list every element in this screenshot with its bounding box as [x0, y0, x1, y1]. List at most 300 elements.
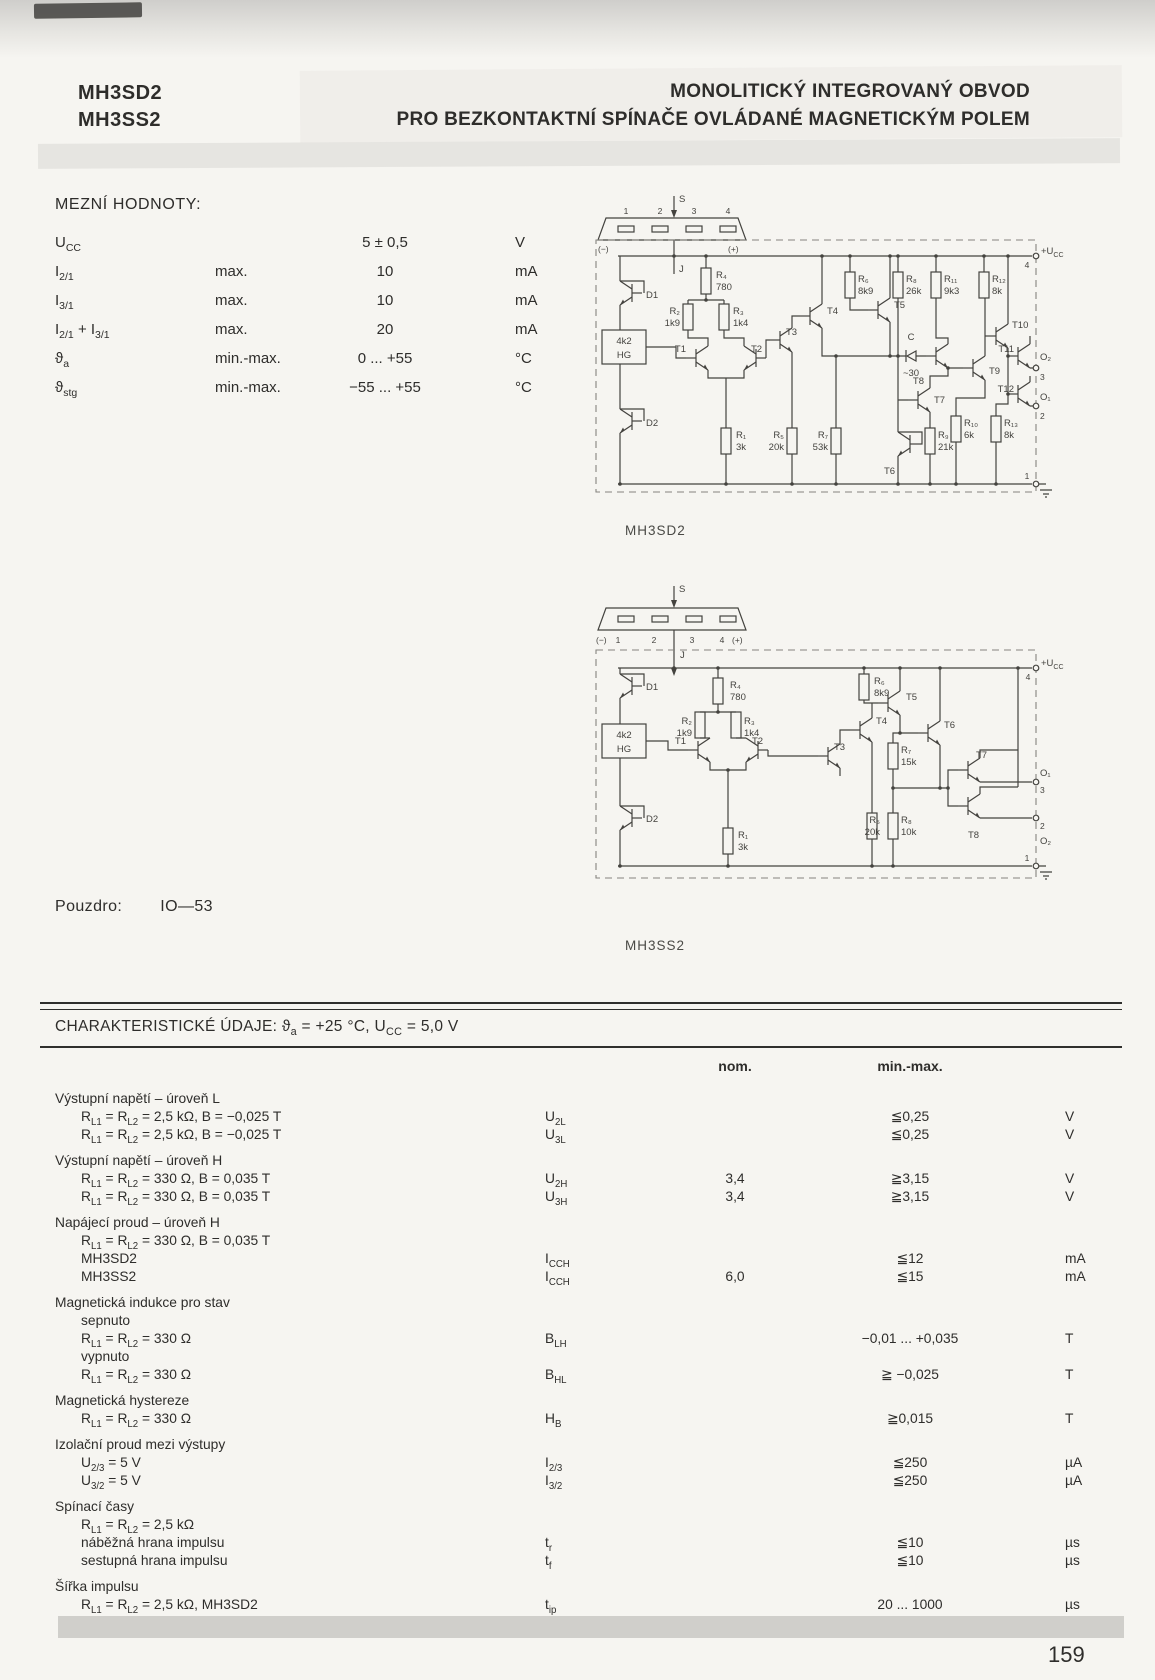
transistor-t9 [963, 356, 985, 380]
t4-label: T4 [876, 716, 888, 727]
minmax-cell: ≦0,25 [890, 1109, 930, 1124]
table-row [55, 1348, 1115, 1366]
j-label: J [680, 650, 685, 661]
condition-cell: $U_{3/2} = 5$ V [81, 1473, 141, 1492]
package-value: IO—53 [160, 898, 213, 915]
pin2-label: 2 [1040, 411, 1045, 421]
page-number: 159 [1048, 1642, 1085, 1667]
minmax-cell: ≦10 [896, 1553, 924, 1568]
pin1-label: 1 [1024, 853, 1030, 863]
symbol-cell: $I_{3/2}$ [545, 1473, 563, 1492]
scan-band-bottom [58, 1616, 1124, 1638]
table-row [55, 1436, 1115, 1454]
symbol-cell: $B_{HL}$ [545, 1367, 567, 1386]
resistor-r13 [991, 416, 1001, 442]
table-column-headers [55, 1058, 1115, 1082]
unit-cell: V [1065, 1109, 1075, 1124]
column-minmax: min.-max. [877, 1058, 943, 1074]
transistor-d2 [620, 806, 642, 830]
transistor-d1 [620, 281, 642, 305]
output-o2-label: O₂ [1040, 836, 1052, 847]
package-line [55, 898, 213, 916]
minmax-cell: ≧ −0,025 [881, 1367, 939, 1382]
condition-cell: $U_{2/3} = 5$ V [81, 1455, 141, 1474]
r4-label: R₄ [730, 680, 741, 691]
hg-label-2: HG [616, 350, 632, 361]
unit-cell: mA [1065, 1269, 1086, 1284]
t8-label: T8 [968, 830, 980, 841]
unit-cell: µA [1065, 1455, 1083, 1470]
r10-label: R₁₀ [964, 418, 979, 429]
condition-cell: náběžná hrana impulsu [81, 1535, 225, 1550]
t4-label: T4 [827, 306, 839, 317]
unit-cell: µs [1065, 1597, 1080, 1612]
r3-value: 1k4 [733, 318, 749, 329]
table-row [55, 1472, 1115, 1490]
r6-label: R₆ [858, 274, 869, 285]
limit-symbol: $U_{CC}$ [55, 234, 82, 254]
table-row [55, 1578, 1115, 1596]
t8-label: T8 [912, 376, 924, 387]
condition-cell: $R_{L1} = R_{L2} = 330$ Ω [81, 1411, 192, 1430]
transistor-t8 [926, 344, 948, 368]
r8-value: 26k [906, 286, 922, 297]
r13-label: R₁₃ [1004, 418, 1018, 429]
condition-cell: vypnuto [81, 1349, 130, 1364]
minmax-cell: ≦15 [896, 1269, 924, 1284]
pin-number: 4 [725, 206, 731, 216]
table-row [55, 1498, 1115, 1516]
transistor-t4 [800, 304, 822, 328]
r7-label: R₇ [901, 745, 912, 756]
condition-cell: sepnuto [81, 1313, 131, 1328]
condition-cell: MH3SS2 [81, 1269, 137, 1284]
r5-label: R₅ [869, 815, 880, 826]
scan-band-top [0, 0, 1155, 58]
minmax-cell: ≦10 [896, 1535, 924, 1550]
condition-cell: Výstupní napětí – úroveň H [55, 1153, 223, 1168]
table-row [55, 1454, 1115, 1472]
limit-value: 10 [376, 292, 394, 309]
terminal-labels [1025, 658, 1064, 863]
condition-cell: $R_{L1} = R_{L2} = 2,5$ kΩ, B = −0,025 T [81, 1109, 282, 1128]
r2-label: R₂ [681, 716, 692, 727]
title-line-1: MONOLITICKÝ INTEGROVANÝ OBVOD [670, 81, 1030, 102]
r4-label: R₄ [716, 270, 727, 281]
resistor-r7 [888, 743, 898, 769]
schematic-mh3sd2 [588, 188, 1068, 533]
limit-symbol: $ϑ_a$ [55, 350, 70, 370]
condition-cell: $R_{L1} = R_{L2} = 2,5$ kΩ, MH3SD2 [81, 1597, 258, 1616]
pin-number: 1 [623, 206, 629, 216]
part-numbers [78, 80, 162, 134]
r12-value: 8k [992, 286, 1003, 297]
transistor-d2 [620, 409, 642, 433]
limit-unit: mA [515, 292, 538, 309]
table-row [55, 1090, 1115, 1108]
r9-label: R₉ [938, 430, 949, 441]
resistor-r3 [731, 712, 741, 738]
table-row [55, 1552, 1115, 1570]
limit-unit: mA [515, 321, 538, 338]
symbol-cell: $B_{LH}$ [545, 1331, 567, 1350]
t11-label: T11 [998, 344, 1014, 355]
limit-qualifier: max. [215, 321, 248, 338]
r5-label: R₅ [773, 430, 784, 441]
capacitor-value: ~30 [902, 368, 920, 379]
schematic-mh3ss2 [588, 578, 1068, 908]
table-row [55, 1170, 1115, 1188]
r11-value: 9k3 [944, 286, 960, 297]
limit-symbol: $I_{2/1}$ [55, 263, 74, 283]
wires [618, 668, 1052, 879]
transistor-t8 [958, 794, 980, 818]
pin-number: 3 [689, 635, 695, 645]
condition-cell: $R_{L1} = R_{L2} = 330$ Ω [81, 1331, 192, 1350]
t10-label: T10 [1012, 320, 1029, 331]
symbol-cell: $I_{CCH}$ [545, 1251, 570, 1270]
resistor-r3 [719, 304, 729, 330]
transistor-t4 [850, 718, 872, 742]
part-number-1: MH3SD2 [78, 82, 163, 104]
r1-label: R₁ [738, 830, 749, 841]
symbol-cell: $U_{3L}$ [545, 1127, 566, 1146]
symbol-cell: $H_B$ [545, 1411, 562, 1430]
t7-label: T7 [934, 395, 946, 406]
ic-package [598, 586, 746, 676]
table-row [55, 1366, 1115, 1384]
package-labels [598, 194, 739, 275]
circuit-border [596, 240, 1036, 492]
d1-label: D1 [646, 290, 659, 301]
unit-cell: T [1065, 1411, 1074, 1426]
pin3-label: 3 [1040, 785, 1045, 795]
nom-cell: 6,0 [725, 1269, 745, 1284]
resistor-r12 [979, 272, 989, 298]
characteristics-rows [55, 1090, 1115, 1614]
pin3-label: 3 [1040, 372, 1045, 382]
d2-label: D2 [646, 418, 659, 429]
transistor-t6 [898, 432, 920, 456]
condition-cell: $R_{L1} = R_{L2} = 2,5$ kΩ, B = −0,025 T [81, 1127, 282, 1146]
resistor-r9 [925, 428, 935, 454]
condition-cell: MH3SD2 [81, 1251, 137, 1266]
r1-label: R₁ [736, 430, 747, 441]
unit-cell: V [1065, 1127, 1075, 1142]
r6-label: R₆ [874, 676, 885, 687]
symbol-cell: $U_{2L}$ [545, 1109, 566, 1128]
pin-number: 1 [615, 635, 621, 645]
minmax-cell: 20 ... 1000 [877, 1597, 943, 1612]
resistor-r7 [831, 428, 841, 454]
limit-value: 10 [376, 263, 394, 280]
pin-number: 2 [651, 635, 657, 645]
t9-label: T9 [989, 366, 1001, 377]
table-row [55, 1294, 1115, 1312]
r7-label: R₇ [817, 430, 828, 441]
condition-cell: Šířka impulsu [55, 1579, 139, 1594]
limit-symbol: $I_{3/1}$ [55, 292, 74, 312]
resistor-r1 [723, 828, 733, 854]
t2-label: T2 [751, 344, 763, 355]
r7-value: 53k [812, 442, 828, 453]
r4-value: 780 [716, 282, 732, 293]
magnet-s-label: S [679, 194, 686, 205]
r3-label: R₃ [744, 716, 755, 727]
limit-value: −55 ... +55 [349, 379, 421, 396]
resistor-r6 [845, 272, 855, 298]
scan-band-header [38, 138, 1120, 169]
r5-value: 20k [768, 442, 784, 453]
component-labels [616, 676, 987, 853]
t12-label: T12 [997, 384, 1014, 395]
resistor-r10 [951, 416, 961, 442]
condition-cell: Spínací časy [55, 1499, 134, 1514]
condition-cell: sestupná hrana impulsu [81, 1553, 228, 1568]
junction-dots [618, 666, 1020, 868]
r1-value: 3k [738, 842, 749, 853]
unit-cell: µs [1065, 1553, 1080, 1568]
r3-value: 1k4 [744, 728, 760, 739]
condition-cell: $R_{L1} = R_{L2} = 330$ Ω, B = 0,035 T [81, 1189, 271, 1208]
table-row [55, 1108, 1115, 1126]
output-o2-label: O₂ [1040, 352, 1052, 363]
limit-row [55, 263, 585, 292]
terminal-labels [1025, 246, 1064, 481]
limit-unit: °C [515, 379, 532, 396]
condition-cell: Magnetická hystereze [55, 1393, 190, 1408]
part-number-2: MH3SS2 [78, 109, 162, 131]
pin4-label: 4 [1025, 672, 1031, 682]
pin-number: 3 [691, 206, 697, 216]
wires [618, 256, 1052, 497]
hg-label-2: HG [616, 744, 632, 755]
r12-label: R₁₂ [992, 274, 1006, 285]
r7-value: 15k [901, 757, 917, 768]
symbol-cell: $U_{2H}$ [545, 1171, 568, 1190]
plus-label: (+) [732, 635, 743, 645]
resistor-r1 [721, 428, 731, 454]
minmax-cell: −0,01 ... +0,035 [861, 1331, 959, 1346]
r13-value: 8k [1004, 430, 1015, 441]
condition-cell: $R_{L1} = R_{L2} = 2,5$ kΩ [81, 1517, 195, 1536]
minmax-cell: ≧3,15 [890, 1189, 930, 1204]
r10-value: 6k [964, 430, 975, 441]
limit-qualifier: max. [215, 292, 248, 309]
condition-cell: $R_{L1} = R_{L2} = 330$ Ω, B = 0,035 T [81, 1171, 271, 1190]
resistor-r8 [893, 272, 903, 298]
table-row [55, 1152, 1115, 1170]
scan-smudge [34, 2, 142, 19]
unit-cell: µs [1065, 1535, 1080, 1550]
nom-cell: 3,4 [725, 1171, 745, 1186]
r5-value: 20k [864, 827, 880, 838]
symbol-cell: $t_f$ [545, 1553, 552, 1572]
limit-qualifier: min.-max. [215, 379, 281, 396]
pin-number: 2 [657, 206, 663, 216]
limit-qualifier: min.-max. [215, 350, 281, 367]
minmax-cell: ≦250 [892, 1455, 928, 1470]
unit-cell: T [1065, 1331, 1074, 1346]
transistor-t1 [688, 738, 710, 762]
d1-label: D1 [646, 682, 659, 693]
limit-value: 0 ... +55 [357, 350, 413, 367]
limit-values-section [55, 196, 585, 408]
resistors [602, 674, 898, 854]
table-row [55, 1232, 1115, 1250]
transistor-t7 [908, 388, 930, 412]
limit-row [55, 234, 585, 263]
pin1-label: 1 [1024, 471, 1030, 481]
unit-cell: V [1065, 1171, 1075, 1186]
condition-cell: Magnetická indukce pro stav [55, 1295, 230, 1310]
r8-label: R₈ [906, 274, 917, 285]
transistor-t5 [868, 298, 890, 322]
table-row [55, 1534, 1115, 1552]
minus-label: (−) [598, 244, 609, 254]
table-row [55, 1126, 1115, 1144]
r2-value: 1k9 [664, 318, 680, 329]
minmax-cell: ≦250 [892, 1473, 928, 1488]
page-title [396, 78, 1030, 134]
title-line-2: PRO BEZKONTAKTNÍ SPÍNAČE OVLÁDANÉ MAGNETICKÝM POLEM [396, 109, 1030, 130]
limit-symbol: $ϑ_{stg}$ [55, 379, 78, 399]
table-row [55, 1596, 1115, 1614]
table-row [55, 1268, 1115, 1286]
resistor-r2 [695, 712, 705, 738]
plus-label: (+) [728, 244, 739, 254]
t7-label: T7 [976, 750, 988, 761]
characteristics-heading: CHARAKTERISTICKÉ ÚDAJE: $ϑ_a = +25$ °C, $U_{CC} = 5,0$ V [55, 1018, 459, 1039]
limit-value: 5 ± 0,5 [362, 234, 408, 251]
magnet-s-label: S [679, 584, 686, 595]
resistor-r5 [787, 428, 797, 454]
limit-qualifier: max. [215, 263, 248, 280]
condition-cell: $R_{L1} = R_{L2} = 330$ Ω [81, 1367, 192, 1386]
symbol-cell: $t_r$ [545, 1535, 553, 1554]
pin2-label: 2 [1040, 821, 1045, 831]
symbol-cell: $U_{3H}$ [545, 1189, 568, 1208]
minmax-cell: ≦0,25 [890, 1127, 930, 1142]
r2-value: 1k9 [676, 728, 692, 739]
condition-cell: Izolační proud mezi výstupy [55, 1437, 226, 1452]
rule-single [40, 1046, 1122, 1048]
r8-label: R₈ [901, 815, 912, 826]
ucc-label: $+U_{CC}$ [1041, 658, 1064, 671]
package-label: Pouzdro: [55, 898, 123, 915]
table-row [55, 1188, 1115, 1206]
r8-value: 10k [901, 827, 917, 838]
resistor-r4 [713, 678, 723, 704]
r6-value: 8k9 [858, 286, 874, 297]
minmax-cell: ≦12 [896, 1251, 924, 1266]
condition-cell: Výstupní napětí – úroveň L [55, 1091, 220, 1106]
t2-label: T2 [752, 736, 764, 747]
t1-label: T1 [674, 344, 686, 355]
t3-label: T3 [834, 742, 846, 753]
limit-symbol: $I_{2/1} + I_{3/1}$ [55, 321, 110, 341]
resistor-r4 [701, 268, 711, 294]
limit-row [55, 321, 585, 350]
minmax-cell: ≧0,015 [886, 1411, 934, 1426]
unit-cell: mA [1065, 1251, 1086, 1266]
table-row [55, 1214, 1115, 1232]
r3-label: R₃ [733, 306, 744, 317]
t5-label: T5 [894, 300, 906, 311]
resistor-r11 [931, 272, 941, 298]
symbol-cell: $I_{2/3}$ [545, 1455, 563, 1474]
limits-table [55, 234, 585, 408]
transistor-t1 [686, 346, 708, 370]
t6-label: T6 [884, 466, 896, 477]
schematic-caption-sd2: MH3SD2 [625, 523, 686, 538]
limit-unit: °C [515, 350, 532, 367]
r1-value: 3k [736, 442, 747, 453]
rule-double [40, 1002, 1122, 1010]
resistors [602, 268, 1001, 454]
symbol-cell: $I_{CCH}$ [545, 1269, 570, 1288]
unit-cell: V [1065, 1189, 1075, 1204]
transistor-t6 [918, 721, 940, 745]
minmax-cell: ≧3,15 [890, 1171, 930, 1186]
table-row [55, 1330, 1115, 1348]
r9-value: 21k [938, 442, 954, 453]
resistor-r2 [683, 304, 693, 330]
limit-row [55, 379, 585, 408]
hg-label-1: 4k2 [616, 730, 632, 741]
table-row [55, 1516, 1115, 1534]
pin-number: 4 [719, 635, 725, 645]
unit-cell: T [1065, 1367, 1074, 1382]
unit-cell: µA [1065, 1473, 1083, 1488]
symbol-cell: $t_{ip}$ [545, 1597, 557, 1616]
minus-label: (−) [596, 635, 607, 645]
table-row [55, 1392, 1115, 1410]
table-row [55, 1312, 1115, 1330]
ucc-label: $+U_{CC}$ [1041, 246, 1064, 259]
limit-value: 20 [376, 321, 394, 338]
r2-label: R₂ [669, 306, 680, 317]
transistor-d1 [620, 674, 642, 698]
condition-cell: $R_{L1} = R_{L2} = 330$ Ω, B = 0,035 T [81, 1233, 271, 1252]
limit-row [55, 292, 585, 321]
capacitor-label: C [907, 332, 915, 343]
r6-value: 8k9 [874, 688, 890, 699]
resistor-r8 [888, 813, 898, 839]
r11-label: R₁₁ [944, 274, 958, 285]
table-row [55, 1410, 1115, 1428]
output-o1-label: O₁ [1040, 392, 1051, 403]
j-label: J [679, 264, 684, 275]
hg-label-1: 4k2 [616, 336, 632, 347]
transistor-t7 [958, 758, 980, 782]
column-nom: nom. [718, 1058, 752, 1074]
t5-label: T5 [906, 692, 918, 703]
transistors [620, 674, 980, 830]
limit-row [55, 350, 585, 379]
output-o1-label: O₁ [1040, 768, 1051, 779]
t6-label: T6 [944, 720, 956, 731]
pin4-label: 4 [1024, 260, 1030, 270]
schematic-caption-ss2: MH3SS2 [625, 938, 686, 953]
t1-label: T1 [674, 736, 686, 747]
limit-unit: mA [515, 263, 538, 280]
characteristics-table [55, 1058, 1115, 1614]
limit-unit: V [515, 234, 526, 251]
nom-cell: 3,4 [725, 1189, 745, 1204]
resistor-r6 [859, 674, 869, 700]
d2-label: D2 [646, 814, 659, 825]
